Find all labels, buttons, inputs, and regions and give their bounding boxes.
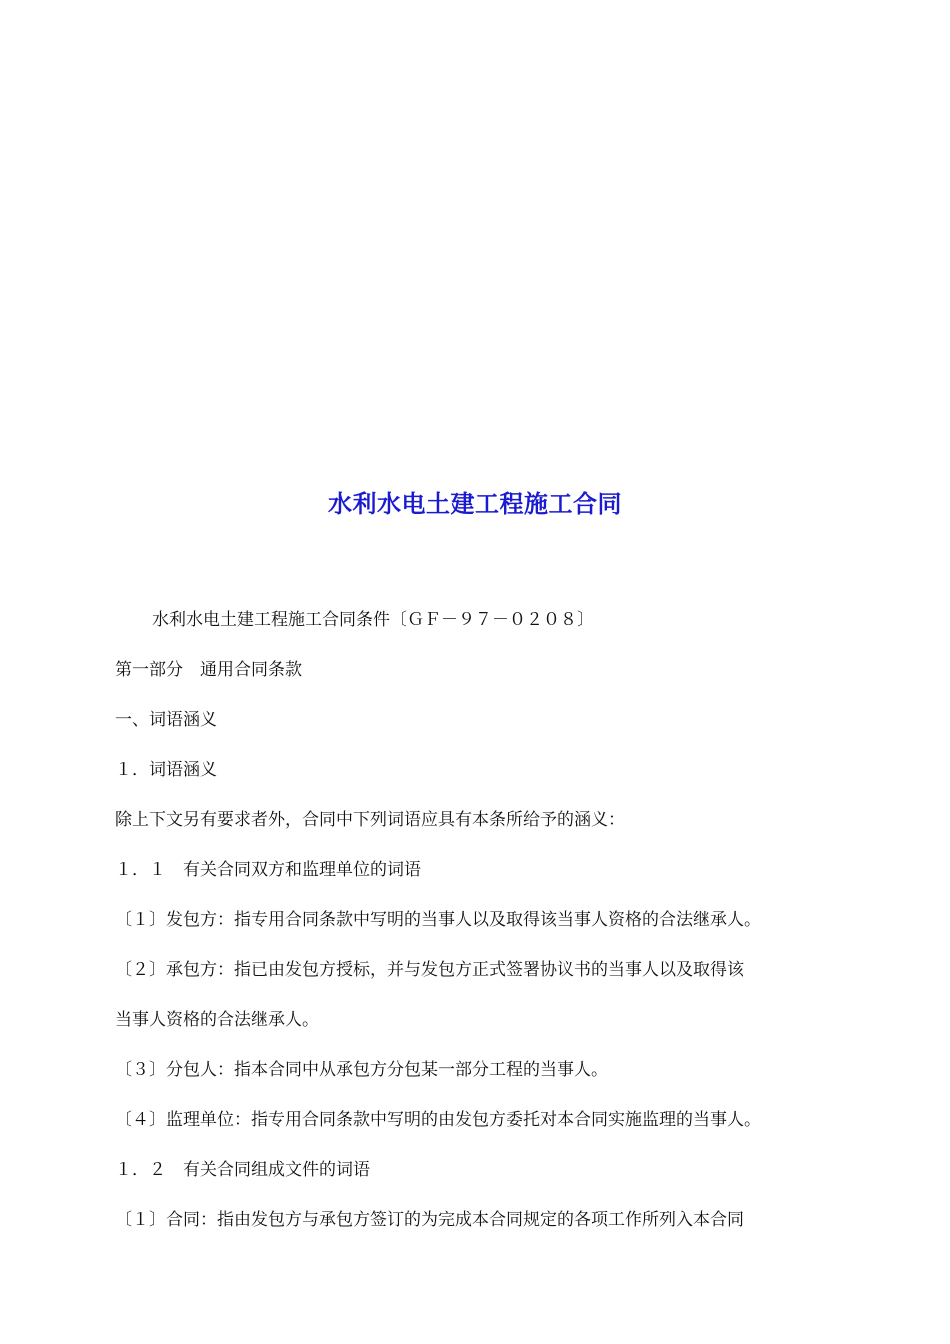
definition-item: 〔２〕承包方：指已由发包方授标，并与发包方正式签署协议书的当事人以及取得该 [115,960,744,980]
subclause-heading: １．２ 有关合同组成文件的词语 [115,1160,370,1180]
definition-item-continuation: 当事人资格的合法继承人。 [115,1010,319,1030]
definition-item: 〔４〕监理单位：指专用合同条款中写明的由发包方委托对本合同实施监理的当事人。 [115,1110,761,1130]
document-title: 水利水电土建工程施工合同 [328,490,622,518]
subclause-heading: １．１ 有关合同双方和监理单位的词语 [115,860,421,880]
definition-item: 〔１〕合同：指由发包方与承包方签订的为完成本合同规定的各项工作所列入本合同 [115,1210,744,1230]
contract-conditions-line: 水利水电土建工程施工合同条件〔ＧＦ－９７－０２０８〕 [152,610,594,630]
clause-heading: １．词语涵义 [115,760,217,780]
paragraph-line: 除上下文另有要求者外，合同中下列词语应具有本条所给予的涵义： [115,810,625,830]
definition-item: 〔１〕发包方：指专用合同条款中写明的当事人以及取得该当事人资格的合法继承人。 [115,910,761,930]
part-one-heading: 第一部分 通用合同条款 [115,660,302,680]
section-heading: 一、词语涵义 [115,710,217,730]
definition-item: 〔３〕分包人：指本合同中从承包方分包某一部分工程的当事人。 [115,1060,608,1080]
